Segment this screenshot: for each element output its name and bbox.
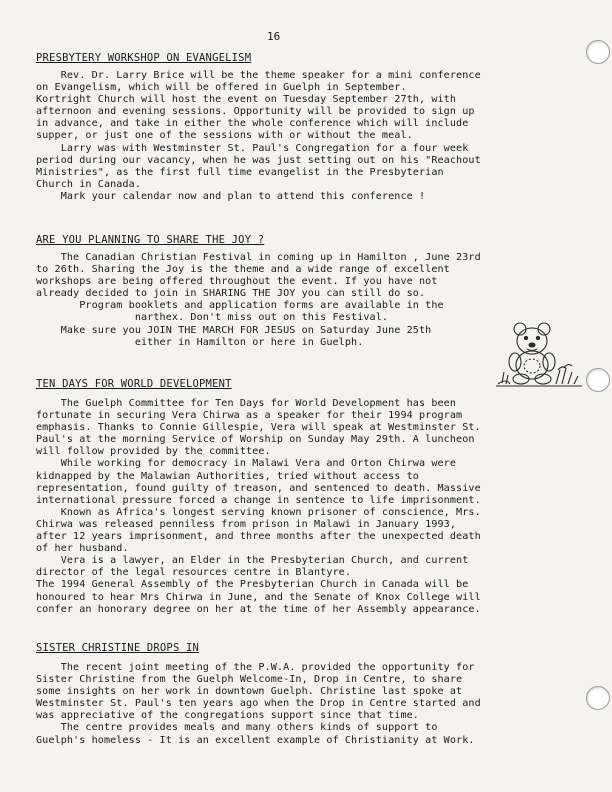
heading-sister-christine: SISTER CHRISTINE DROPS IN xyxy=(36,642,200,654)
text-line: While working for democracy in Malawi Vera and Orton Chirwa were xyxy=(36,458,457,470)
text-line: supper, or just one of the sessions with or without the meal. xyxy=(36,130,413,142)
text-line: Program booklets and application forms are available in the xyxy=(36,300,444,312)
text-line: Paul's at the morning Service of Worship on Sunday May 29th. A luncheon xyxy=(36,434,475,446)
text-line: kidnapped by the Malawian Authorities, tried without access to xyxy=(36,470,419,482)
text-line: was appreciative of the congregations support since that time. xyxy=(36,710,419,722)
text-line: already decided to join in SHARING THE JOY you can still do so. xyxy=(36,288,426,300)
text-line: on Evangelism, which will be offered in Guelph in September. xyxy=(36,82,407,94)
text-line: The Canadian Christian Festival in coming up in Hamilton , June 23rd xyxy=(36,252,481,263)
text-line: fortunate in securing Vera Chirwa as a speaker for their 1994 program xyxy=(36,410,463,422)
text-line: Westminster St. Paul's ten years ago when the Drop in Centre started and xyxy=(36,698,481,710)
text-line: period during our vacancy, when he was just setting out on his "Reachout xyxy=(36,154,481,166)
heading-evangelism-workshop: PRESBYTERY WORKSHOP ON EVANGELISM xyxy=(36,52,252,64)
section-body-ten-days xyxy=(36,398,566,616)
text-line: international pressure forced a change in sentence to life imprisonment. xyxy=(36,494,481,506)
heading-share-the-joy: ARE YOU PLANNING TO SHARE THE JOY ? xyxy=(36,234,265,246)
section-body-evangelism xyxy=(36,70,566,203)
text-line: either in Hamilton or here in Guelph. xyxy=(36,336,364,348)
text-line: in advance, and take in either the whole conference which will include xyxy=(36,118,469,130)
text-line: Chirwa was released penniless from prison in Malawi in January 1993, xyxy=(36,518,457,530)
text-line: representation, found guilty of treason, and sentenced to death. Massive xyxy=(36,482,481,494)
text-line: Rev. Dr. Larry Brice will be the theme speaker for a mini conference xyxy=(36,70,481,81)
text-line: after 12 years imprisonment, and three months after the unexpected death xyxy=(36,531,481,543)
text-line: confer an honorary degree on her at the time of her Assembly appearance. xyxy=(36,603,481,615)
binder-hole-bottom xyxy=(586,686,610,710)
text-line: of her husband. xyxy=(36,543,129,555)
text-line: workshops are being offered throughout the event. If you have not xyxy=(36,276,438,288)
text-line: some insights on her work in downtown Guelph. Christine last spoke at xyxy=(36,686,463,698)
teddy-bear-illustration xyxy=(496,320,582,388)
text-line: Sister Christine from the Guelph Welcome-In, Drop in Centre, to share xyxy=(36,674,463,686)
text-line: Kortright Church will host the event on Tuesday September 27th, with xyxy=(36,94,457,106)
text-line: afternoon and evening sessions. Opportunity will be provided to sign up xyxy=(36,106,475,118)
text-line: Make sure you JOIN THE MARCH FOR JESUS on Saturday June 25th xyxy=(36,324,432,336)
section-body-share-the-joy xyxy=(36,252,566,349)
text-line: The recent joint meeting of the P.W.A. provided the opportunity for xyxy=(36,662,475,673)
binder-hole-top xyxy=(586,40,610,64)
section-body-sister-christine xyxy=(36,662,566,747)
heading-ten-days: TEN DAYS FOR WORLD DEVELOPMENT xyxy=(36,378,232,390)
binder-hole-middle xyxy=(586,368,610,392)
text-line: emphasis. Thanks to Connie Gillespie, Vera will speak at Westminster St. xyxy=(36,422,481,434)
text-line: Known as Africa's longest serving known prisoner of conscience, Mrs. xyxy=(36,506,481,518)
text-line: to 26th. Sharing the Joy is the theme and a wide range of excellent xyxy=(36,264,450,276)
text-line: narthex. Don't miss out on this Festival. xyxy=(36,312,389,324)
text-line: honoured to hear Mrs Chirwa in June, and the Senate of Knox College will xyxy=(36,591,481,603)
text-line: director of the legal resources centre in Blantyre. xyxy=(36,567,352,579)
text-line: will follow provided by the committee. xyxy=(36,446,271,458)
text-line: Vera is a lawyer, an Elder in the Presbyterian Church, and current xyxy=(36,555,469,567)
text-line: Ministries", as the first full time evangelist in the Presbyterian xyxy=(36,166,444,178)
page-number: 16 xyxy=(267,30,281,43)
text-line: The centre provides meals and many others kinds of support to xyxy=(36,722,438,734)
text-line: The Guelph Committee for Ten Days for World Development has been xyxy=(36,398,457,409)
text-line: Guelph's homeless - It is an excellent example of Christianity at Work. xyxy=(36,734,475,746)
text-line: Church in Canada. xyxy=(36,178,142,190)
text-line: Larry was with Westminster St. Paul's Congregation for a four week xyxy=(36,142,469,154)
text-line: Mark your calendar now and plan to attend this conference ! xyxy=(36,190,426,202)
text-line: The 1994 General Assembly of the Presbyterian Church in Canada will be xyxy=(36,579,469,591)
